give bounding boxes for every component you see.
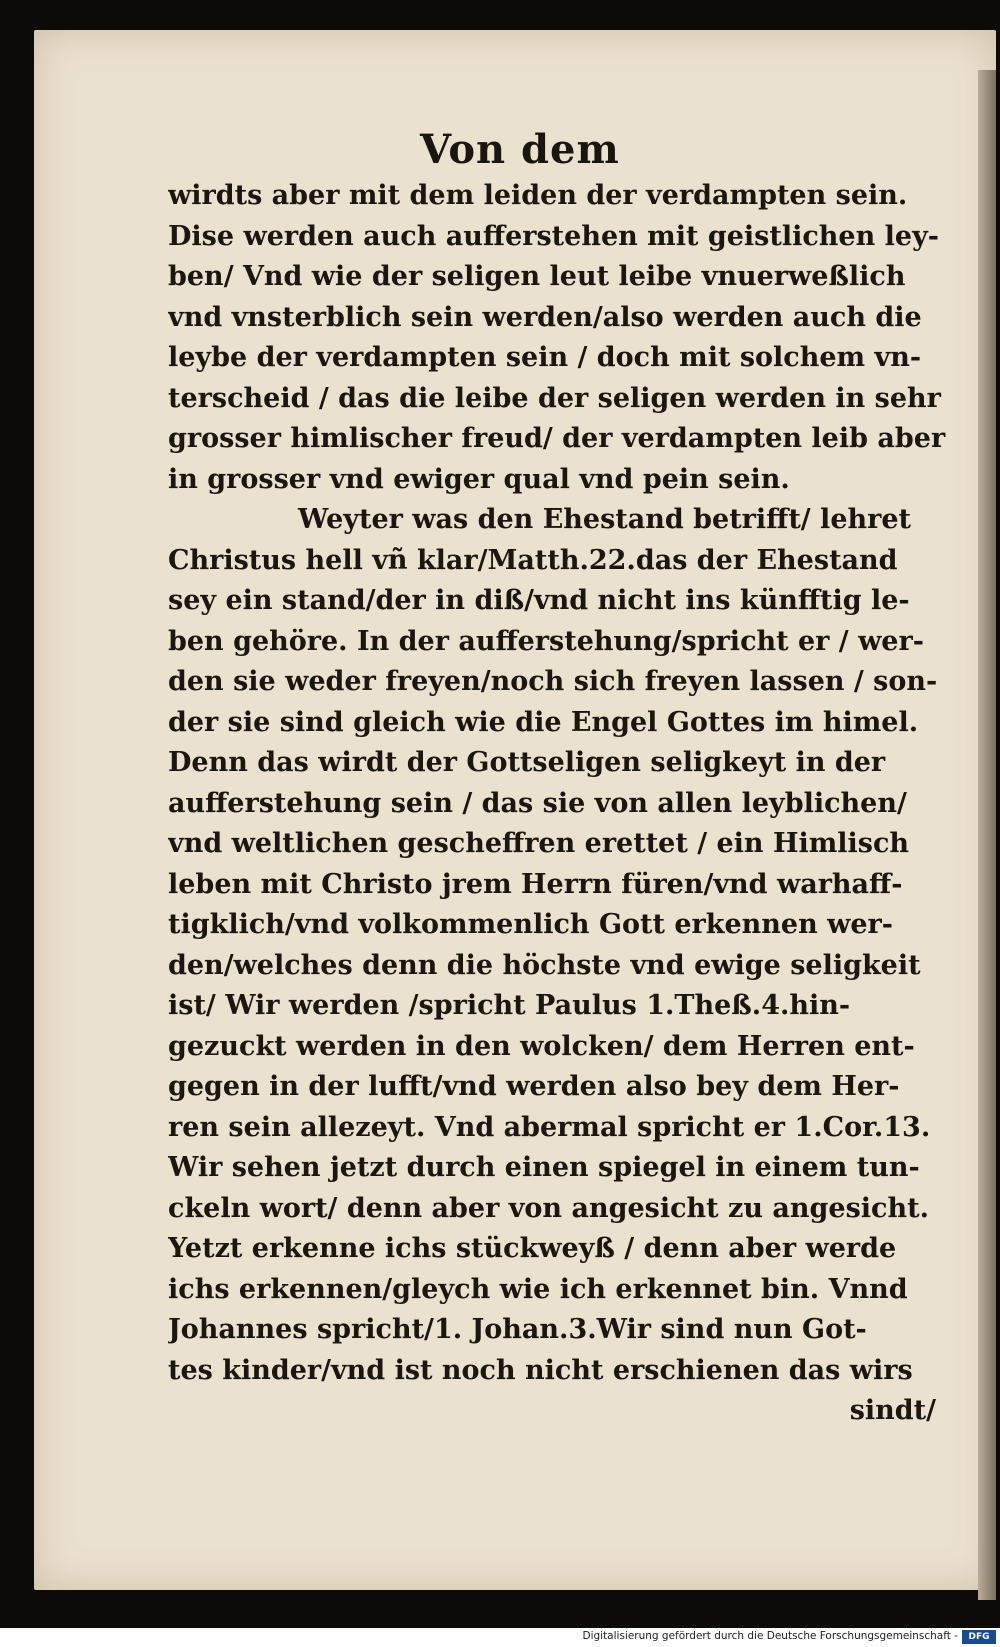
text-line: ben gehöre. In der aufferstehung/spricht er / wer- — [168, 625, 924, 657]
text-line: ckeln wort/ denn aber von angesicht zu angesicht. — [168, 1192, 929, 1224]
text-line: den sie weder freyen/noch sich freyen lassen / son- — [168, 666, 938, 697]
text-line: ben/ Vnd wie der seligen leut leibe vnuerweßlich — [168, 261, 906, 292]
text-body — [168, 176, 958, 1432]
text-line: Denn das wirdt der Gottseligen seligkeyt in der — [168, 747, 886, 778]
catchword: sindt/ — [849, 1395, 936, 1426]
text-line: sey ein stand/der in diß/vnd nicht ins künfftig le- — [168, 585, 910, 616]
paragraph-start-line: Weyter was den Ehestand betrifft/ lehret — [298, 504, 911, 535]
text-line: vnd vnsterblich sein werden/also werden auch die — [168, 301, 922, 333]
text-line: vnd weltlichen gescheffren erettet / ein Himlisch — [168, 828, 910, 859]
text-line: Christus hell vñ klar/Matth.22.das der Ehestand — [168, 544, 898, 576]
text-line: Dise werden auch aufferstehen mit geistlichen ley- — [168, 220, 939, 252]
text-line: wirdts aber mit dem leiden der verdampten sein. — [168, 180, 908, 211]
text-line: ren sein allezeyt. Vnd abermal spricht er 1.Cor.13. — [168, 1111, 931, 1143]
text-line: ist/ Wir werden /spricht Paulus 1.Theß.4.hin- — [168, 990, 851, 1021]
text-line: tes kinder/vnd ist noch nicht erschienen das wirs — [168, 1354, 913, 1386]
dfg-logo: DFG — [962, 1630, 996, 1644]
text-line: gegen in der lufft/vnd werden also bey dem Her- — [168, 1071, 900, 1102]
text-line: Wir sehen jetzt durch einen spiegel in einem tun- — [168, 1152, 920, 1183]
text-line: in grosser vnd ewiger qual vnd pein sein. — [168, 463, 790, 495]
text-line: leben mit Christo jrem Herrn füren/vnd warhaff- — [168, 868, 903, 900]
page-edge — [978, 70, 996, 1600]
text-line: aufferstehung sein / das sie von allen leyblichen/ — [168, 787, 907, 819]
text-line: gezuckt werden in den wolcken/ dem Herren ent- — [168, 1030, 915, 1062]
running-head: Von dem — [420, 126, 620, 173]
text-line: terscheid / das die leibe der seligen werden in sehr — [168, 382, 941, 414]
text-line: tigklich/vnd volkommenlich Gott erkennen wer- — [168, 909, 893, 940]
text-line: den/welches denn die höchste vnd ewige seligkeit — [168, 949, 921, 981]
funding-credit: Digitalisierung gefördert durch die Deutsche Forschungsgemeinschaft - — [582, 1630, 958, 1642]
text-line: ichs erkennen/gleych wie ich erkennet bin. Vnnd — [168, 1273, 908, 1305]
text-line: Johannes spricht/1. Johan.3.Wir sind nun Got- — [168, 1314, 867, 1345]
text-line: leybe der verdampten sein / doch mit solchem vn- — [168, 342, 922, 373]
text-line: Yetzt erkenne ichs stückweyß / denn aber werde — [168, 1233, 897, 1264]
text-line: der sie sind gleich wie die Engel Gottes im himel. — [168, 706, 919, 738]
text-line: grosser himlischer freud/ der verdampten leib aber — [168, 423, 946, 454]
